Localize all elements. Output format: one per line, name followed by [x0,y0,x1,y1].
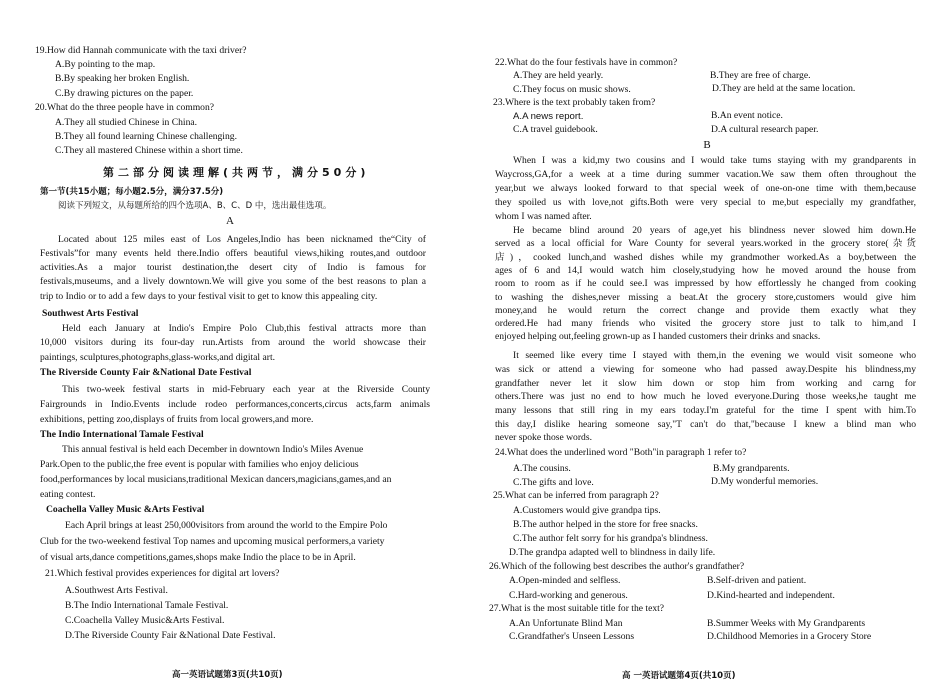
festival-4-line: Club for the two-weekend festival Top names and upcoming musical performers,a variety [40,536,385,547]
festival-4-line: Each April brings at least 250,000visitors from around the world to the Empire Polo [65,520,388,531]
question-23-option-c: C.A travel guidebook. [513,124,598,135]
festival-3-line: This annual festival is held each December in downtown Indio's Miles Avenue [62,444,364,455]
passage-a-line: Located about 125 miles east of Los Angeles,Indio has been nicknamed the“City of [58,234,426,245]
passage-a-line: trip to Indio or to add a few days to your festival visit to get to know this appealing city. [40,291,378,302]
passage-a-line: festivals,museums, and a lively downtown.We will give you some of the best reasons to plan a [40,276,426,287]
festival-1-line: 10,000 visitors during its four-day run.Artists from around the world showcase their [40,337,426,348]
question-19-option-b: B.By speaking her broken English. [55,73,190,84]
question-24-stem: 24.What does the underlined word "Both"in paragraph 1 refer to? [495,447,747,458]
passage-b-p3-line: many lessons that still ring in my ears today.I'm grateful for the time I spent with him.To [495,405,916,416]
passage-b-p3-line: others.There was just no end to how much he loved everyone.During those weeks,he taught me [495,391,916,402]
passage-b-p2-line: room to room as if he could see.I was impressed by how effortlessly he changed from cooking [495,278,916,289]
question-26-stem: 26.Which of the following best describes the author's grandfather? [489,561,745,572]
question-24-option-d: D.My wonderful memories. [711,476,819,487]
passage-b-p3-line: never spoke those words. [495,432,592,443]
question-26-option-a: A.Open-minded and selfless. [509,575,621,586]
question-21-option-a: A.Southwest Arts Festival. [65,585,168,596]
question-19-stem: 19.How did Hannah communicate with the taxi driver? [35,45,247,56]
festival-4-title: Coachella Valley Music &Arts Festival [46,504,205,515]
festival-1-title: Southwest Arts Festival [42,308,139,319]
passage-b-p1-line: whom I was named after. [495,211,592,222]
question-20-option-b: B.They all found learning Chinese challenging. [55,131,237,142]
festival-2-line: This two-week festival starts in mid-February each year at the Riverside County [62,384,430,395]
question-25-option-c: C.The author felt sorry for his grandpa's blindness. [513,533,708,544]
question-20-stem: 20.What do the three people have in common? [35,102,215,113]
section-one-instruction: 阅读下列短文，从每题所给的四个选项A、B、C、D 中，选出最佳选项。 [58,201,332,211]
question-21-option-b: B.The Indio International Tamale Festival. [65,600,229,611]
passage-b-p3-line: grandfather never let it slow him down or stop him from working and carng for [495,378,916,389]
question-25-option-b: B.The author helped in the store for free snacks. [513,519,698,530]
question-20-option-a: A.They all studied Chinese in China. [55,117,198,128]
festival-2-title: The Riverside County Fair &National Date Festival [40,367,252,378]
question-20-option-c: C.They all mastered Chinese within a short time. [55,145,243,156]
passage-b-p3-line: this day,I dislike hearing someone say,"T can't do that,"because I knew a blind man who [495,419,916,430]
passage-b-p1-line: year,but we always looked forward to that special week of one-on-one time with them,because [495,183,916,194]
passage-b-label: B [703,139,711,151]
question-22-stem: 22.What do the four festivals have in common? [495,57,678,68]
passage-b-p2-line: 店)，cooked lunch,and washed dishes while my grandmother worked.As a boy,between the [495,252,916,263]
question-19-option-c: C.By drawing pictures on the paper. [55,88,194,99]
passage-a-label: A [226,215,234,227]
question-22-option-b: B.They are free of charge. [710,70,811,81]
question-21-option-c: C.Coachella Valley Music&Arts Festival. [65,615,225,626]
festival-2-line: exhibitions, petting zoo,displays of fruits from local growers,and more. [40,414,314,425]
right-page-footer: 高 一英语试题第4页(共10页) [622,671,736,681]
question-27-option-b: B.Summer Weeks with My Grandparents [707,618,866,629]
question-26-option-d: D.Kind-hearted and independent. [707,590,835,601]
festival-3-title: The Indio International Tamale Festival [40,429,204,440]
question-26-option-b: B.Self-driven and patient. [707,575,807,586]
festival-4-line: of visual arts,dance competitions,games,shops make Indio the place to be in April. [40,552,356,563]
festival-3-line: eating contest. [40,489,96,500]
passage-b-p2-line: ordered.He had many friends who visited the grocery store just to talk to him,and I [495,318,916,329]
question-25-option-d: D.The grandpa adapted well to blindness in daily life. [509,547,716,558]
passage-a-line: activities.As a major tourist destination,the desert city of Indio is famous for [40,262,426,273]
question-22-option-c: C.They focus on music shows. [513,84,631,95]
festival-2-line: Fairgrounds in Indio.Events include rodeo performances,concerts,circus acts,farm animals [40,399,430,410]
question-21-stem: 21.Which festival provides experiences for digital art lovers? [45,568,280,579]
passage-b-p2-line: money,and he would return the correct change and provide them exactly what they [495,305,916,316]
question-27-option-c: C.Grandfather's Unseen Lessons [509,631,635,642]
question-27-stem: 27.What is the most suitable title for the text? [489,603,665,614]
question-23-stem: 23.Where is the text probably taken from? [493,97,656,108]
passage-b-p1-line: they spoiled us with love,not gifts.Both were very special to me,but especially my grandfather, [495,197,916,208]
passage-b-p1-line: Waycross,GA,for a week at a time during summer vacation.We saw them often throughout the [495,169,916,180]
question-26-option-c: C.Hard-working and generous. [509,590,628,601]
part-two-title: 第二部分阅读理解(共两节，满分50分) [103,166,370,179]
question-22-option-a: A.They are held yearly. [513,70,604,81]
question-21-option-d: D.The Riverside County Fair &National Date Festival. [65,630,276,641]
question-23-option-b: B.An event notice. [711,110,783,121]
festival-3-line: food,performances by local musicians,traditional Mexican dancers,magicians,games,and an [40,474,392,485]
passage-b-p2-line: ages of 6 and 14,I would watch him closely,studying how he moved around the house from [495,265,916,276]
question-22-option-d: D.They are held at the same location. [712,83,856,94]
left-page-footer: 高一英语试题第3页(共10页) [172,670,283,680]
question-23-option-d: D.A cultural research paper. [711,124,819,135]
question-24-option-b: B.My grandparents. [713,463,790,474]
question-25-option-a: A.Customers would give grandpa tips. [513,505,661,516]
question-27-option-a: A.An Unfortunate Blind Man [509,618,623,629]
passage-b-p3-line: was sick or attend a viewing for someone who had passed away.Despite his blindness,my [495,364,916,375]
question-24-option-c: C.The gifts and love. [513,477,594,488]
question-19-option-a: A.By pointing to the map. [55,59,156,70]
question-25-stem: 25.What can be inferred from paragraph 2? [493,490,659,501]
passage-a-line: Festivals”for many events held there.Indio offers beautiful views,hiking routes,and outdoor [40,248,426,259]
passage-b-p2-line: He became blind around 20 years of age,yet his blindness never slowed him down.He [513,225,916,236]
question-23-option-a: A.A news report. [513,111,584,122]
passage-b-p2-line: served as a local official for Ware County for several years.worked in the grocery store(杂货 [495,238,916,249]
festival-1-line: Held each January at Indio's Empire Polo Club,this festival attracts more than [62,323,426,334]
passage-b-p3-line: It seemed like every time I stayed with them,in the evening we would visit someone who [513,350,916,361]
passage-b-p1-line: When I was a kid,my two cousins and I would take tums staying with my grandparents in [513,155,916,166]
festival-1-line: paintings, sculptures,photographs,glass-works,and digital art. [40,352,276,363]
festival-3-line: Park.Open to the public,the free event is popular with families who enjoy delicious [40,459,359,470]
question-24-option-a: A.The cousins. [513,463,571,474]
section-one-header: 第一节(共15小题；每小题2.5分，满分37.5分) [40,187,224,197]
passage-b-p2-line: to washing the dishes,never missing a beat.At the grocery store,customers would give him [495,292,916,303]
question-27-option-d: D.Childhood Memories in a Grocery Store [707,631,872,642]
passage-b-p2-line: enjoyed helping out,feeling grown-up as I handed customers their drinks and snacks. [495,331,821,342]
